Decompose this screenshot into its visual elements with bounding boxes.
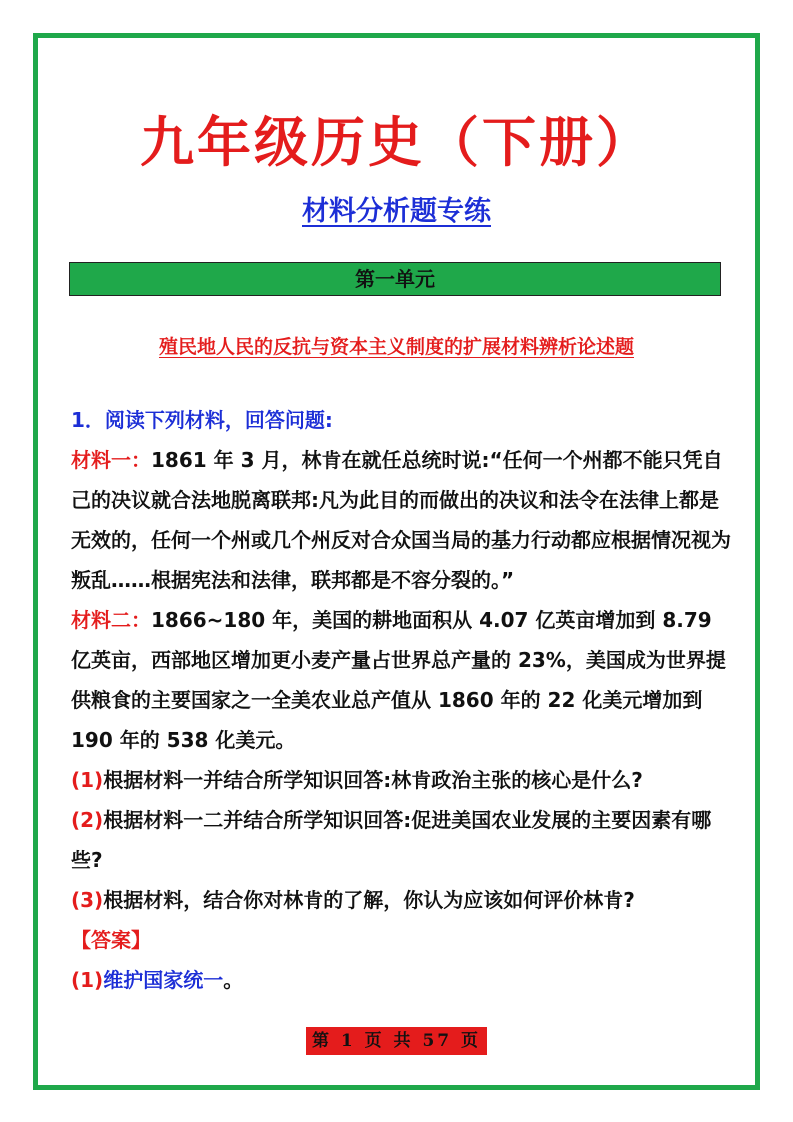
material-two <box>71 600 731 760</box>
question-prompt: 1．阅读下列材料，回答问题: <box>71 408 333 432</box>
material-two-label: 材料二： <box>71 608 151 632</box>
sub-question <box>71 880 731 920</box>
sub-question-number: (1) <box>71 768 104 792</box>
subtitle-text: 材料分析题专练 <box>302 196 491 227</box>
sub-question-number: (3) <box>71 888 104 912</box>
unit-header-bar: 第一单元 <box>69 262 721 296</box>
sub-question <box>71 800 731 880</box>
answer-line <box>71 960 731 1000</box>
material-one-text: 1861 年 3 月，林肯在就任总统时说:“任何一个州都不能只凭自己的决议就合法地脱离联邦:凡为此目的而做出的决议和法令在法律上都是无效的，任何一个州或几个州反对合众国当局的基力行动都应根据情况视为叛乱……根据宪法和法律，联邦都是不容分裂的。” <box>71 448 731 592</box>
material-one <box>71 440 731 600</box>
topic-text: 殖民地人民的反抗与资本主义制度的扩展材料辨析论述题 <box>158 336 634 358</box>
topic-heading <box>0 332 793 362</box>
page-title: 九年级历史（下册） <box>140 111 653 174</box>
answer-end: 。 <box>223 968 244 992</box>
sub-question-text: 根据材料一二并结合所学知识回答:促进美国农业发展的主要因素有哪些? <box>71 808 712 872</box>
page-number-badge: 第 1 页 共 57 页 <box>306 1027 487 1055</box>
material-one-label: 材料一： <box>71 448 151 472</box>
sub-question <box>71 760 731 800</box>
answer-label: 【答案】 <box>71 928 151 952</box>
page-subtitle <box>0 192 793 232</box>
material-two-text: 1866~180 年，美国的耕地面积从 4.07 亿英亩增加到 8.79 亿英亩，西部地区增加更小麦产量占世界总产量的 23%，美国成为世界提供粮食的主要国家之一全美农业总产值从 1860 年的 22 化美元增加到 190 年的 538 化美元。 <box>71 608 726 752</box>
sub-question-number: (2) <box>71 808 104 832</box>
answer-number: (1) <box>71 968 104 992</box>
question-content <box>71 400 731 1000</box>
sub-question-text: 根据材料，结合你对林肯的了解，你认为应该如何评价林肯? <box>103 888 635 912</box>
page-footer <box>0 1027 793 1055</box>
answer-text: 维护国家统一 <box>103 968 224 992</box>
sub-question-text: 根据材料一并结合所学知识回答:林肯政治主张的核心是什么? <box>103 768 643 792</box>
